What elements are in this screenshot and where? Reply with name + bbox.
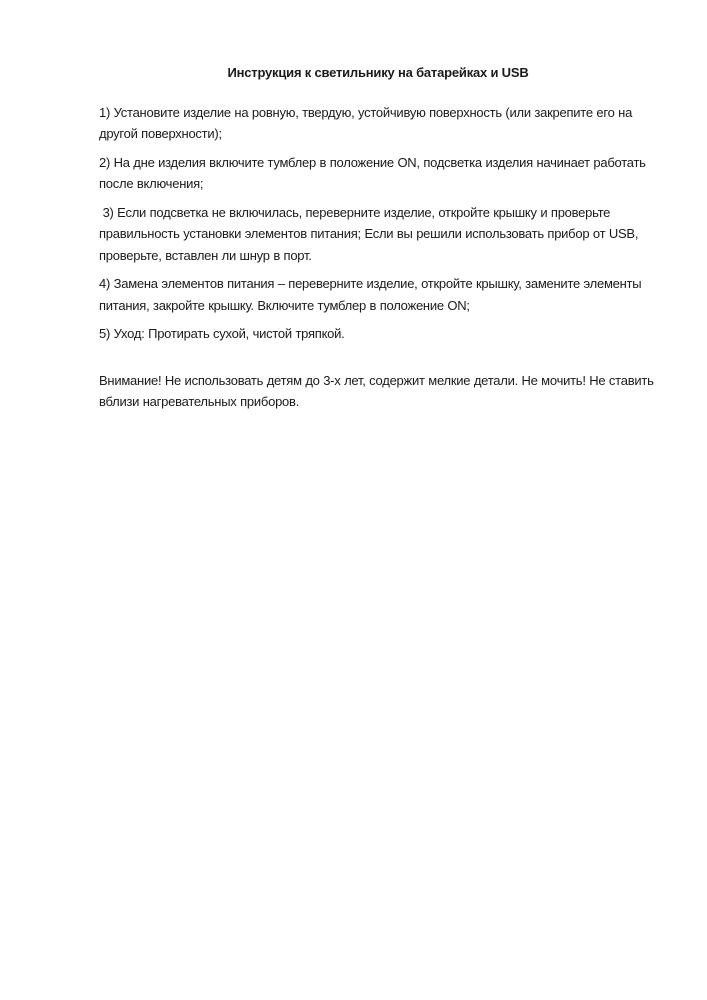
warning-paragraph: Внимание! Не использовать детям до 3-х лет, содержит мелкие детали. Не мочить! Не ставить вблизи нагревательных приборов. — [99, 372, 658, 409]
instruction-step-4: 4) Замена элементов питания – переверните изделие, откройте крышку, замените элементы питания, закройте крышку. Включите тумблер в положение ON; — [99, 276, 645, 313]
instruction-step-2: 2) На дне изделия включите тумблер в положение ON, подсветка изделия начинает работать после включения; — [99, 154, 650, 191]
instruction-step-5: 5) Уход: Протирать сухой, чистой тряпкой. — [99, 326, 345, 341]
instruction-step-3: 3) Если подсветка не включилась, переверните изделие, откройте крышку и проверьте правильность установки элементов питания; Если вы решили использовать прибор от USB, проверьте, вставлен ли шнур в порт. — [99, 204, 642, 263]
document-title: Инструкция к светильнику на батарейках и USB — [227, 65, 529, 80]
instruction-step-1: 1) Установите изделие на ровную, твердую, устойчивую поверхность (или закрепите его на другой поверхности); — [99, 104, 636, 141]
